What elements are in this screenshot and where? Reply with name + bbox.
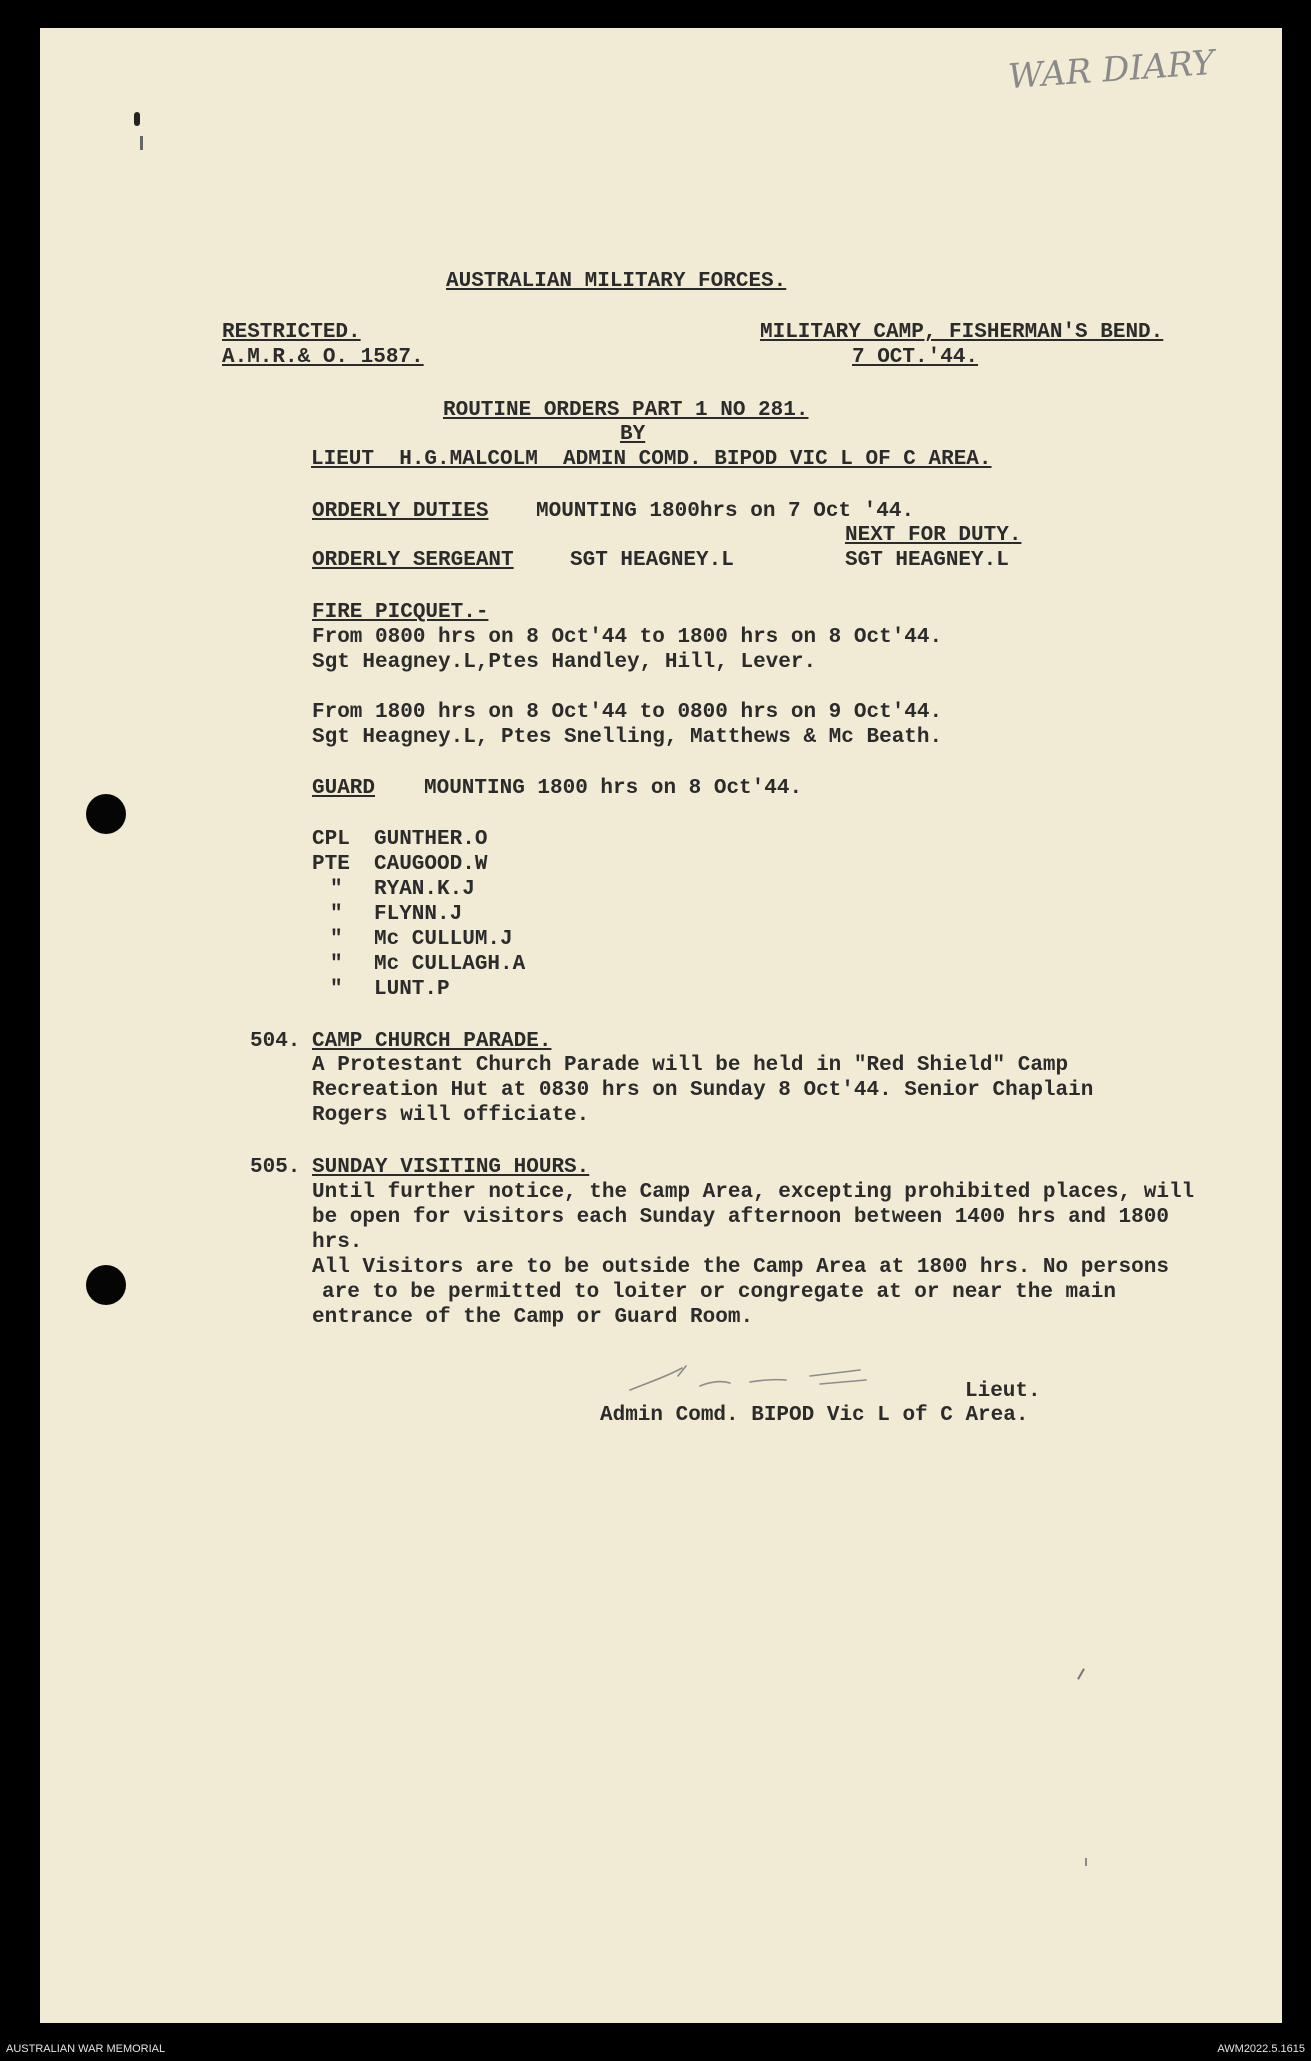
guard-name: Mc CULLAGH.A: [374, 953, 526, 976]
order-505-line: Until further notice, the Camp Area, excepting prohibited places, will: [312, 1181, 1195, 1204]
fire-picquet-period-1: From 0800 hrs on 8 Oct'44 to 1800 hrs on 8 Oct'44.: [312, 626, 943, 649]
order-505-line: All Visitors are to be outside the Camp Area at 1800 hrs. No persons: [312, 1256, 1169, 1279]
orders-heading: ROUTINE ORDERS PART 1 NO 281.: [443, 399, 809, 422]
punch-hole: [86, 1265, 126, 1305]
orderly-sergeant-label: ORDERLY SERGEANT: [312, 549, 514, 572]
footer-left: AUSTRALIAN WAR MEMORIAL: [6, 2043, 166, 2055]
next-for-duty-label: NEXT FOR DUTY.: [845, 524, 1022, 547]
paper-blemish: [1085, 1858, 1087, 1866]
order-504-title: CAMP CHURCH PARADE.: [312, 1030, 552, 1053]
guard-rank: ": [330, 878, 343, 901]
order-505-line: hrs.: [312, 1231, 363, 1254]
staple-mark: [140, 136, 143, 150]
handwritten-note: WAR DIARY: [1006, 42, 1216, 98]
handwritten-signature: [620, 1346, 940, 1406]
orders-by: BY: [620, 423, 646, 446]
document-title: AUSTRALIAN MILITARY FORCES.: [446, 270, 787, 293]
reference-number: A.M.R.& O. 1587.: [222, 346, 424, 369]
guard-name: Mc CULLUM.J: [374, 928, 513, 951]
punch-hole: [86, 794, 126, 834]
order-505-number: 505.: [250, 1156, 301, 1179]
guard-name: LUNT.P: [374, 978, 450, 1001]
guard-label: GUARD: [312, 777, 376, 800]
orderly-duties-label: ORDERLY DUTIES: [312, 500, 489, 523]
guard-mounting: MOUNTING 1800 hrs on 8 Oct'44.: [424, 777, 803, 800]
order-504-line: Recreation Hut at 0830 hrs on Sunday 8 Oct'44. Senior Chaplain: [312, 1079, 1094, 1102]
guard-rank: CPL: [312, 828, 350, 851]
order-504-line: A Protestant Church Parade will be held in "Red Shield" Camp: [312, 1054, 1069, 1077]
guard-rank: PTE: [312, 853, 350, 876]
orderly-duties-mounting: MOUNTING 1800hrs on 7 Oct '44.: [536, 500, 915, 523]
fire-picquet-period-2: From 1800 hrs on 8 Oct'44 to 0800 hrs on 9 Oct'44.: [312, 701, 943, 724]
guard-rank: ": [330, 978, 343, 1001]
order-504-line: Rogers will officiate.: [312, 1104, 590, 1127]
guard-name: GUNTHER.O: [374, 828, 488, 851]
fire-picquet-names-1: Sgt Heagney.L,Ptes Handley, Hill, Lever.: [312, 651, 817, 674]
guard-rank: ": [330, 903, 343, 926]
document-page: [40, 28, 1282, 2023]
classification: RESTRICTED.: [222, 321, 361, 344]
order-505-line: entrance of the Camp or Guard Room.: [312, 1306, 754, 1329]
location: MILITARY CAMP, FISHERMAN'S BEND.: [760, 321, 1164, 344]
staple-mark: [134, 112, 140, 126]
fire-picquet-names-2: Sgt Heagney.L, Ptes Snelling, Matthews & Mc Beath.: [312, 726, 943, 749]
paper-blemish: [1077, 1668, 1085, 1679]
order-505-title: SUNDAY VISITING HOURS.: [312, 1156, 590, 1179]
guard-name: RYAN.K.J: [374, 878, 475, 901]
signature-title: Admin Comd. BIPOD Vic L of C Area.: [600, 1404, 1029, 1427]
document-date: 7 OCT.'44.: [852, 346, 979, 369]
fire-picquet-title: FIRE PICQUET.-: [312, 601, 489, 624]
signature-rank: Lieut.: [965, 1380, 1041, 1403]
order-504-number: 504.: [250, 1030, 301, 1053]
guard-rank: ": [330, 928, 343, 951]
guard-name: FLYNN.J: [374, 903, 463, 926]
footer-right: AWM2022.5.1615: [1217, 2043, 1305, 2055]
guard-name: CAUGOOD.W: [374, 853, 488, 876]
order-505-line: are to be permitted to loiter or congregate at or near the main: [322, 1281, 1116, 1304]
guard-rank: ": [330, 953, 343, 976]
order-505-line: be open for visitors each Sunday afternoon between 1400 hrs and 1800: [312, 1206, 1169, 1229]
orders-issuer: LIEUT H.G.MALCOLM ADMIN COMD. BIPOD VIC L OF C AREA.: [311, 448, 992, 471]
next-for-duty-name: SGT HEAGNEY.L: [845, 549, 1009, 572]
orderly-sergeant-name: SGT HEAGNEY.L: [570, 549, 734, 572]
